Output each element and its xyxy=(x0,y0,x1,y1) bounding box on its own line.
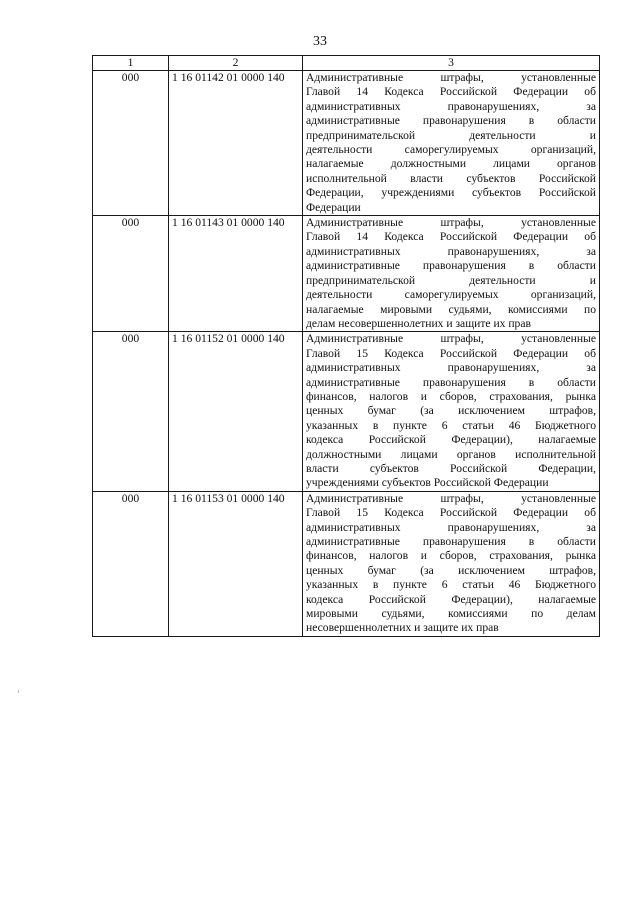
description-line: указанных в пункте 6 статьи 46 Бюджетного xyxy=(306,418,596,432)
table-row xyxy=(93,216,600,332)
description-line: налагаемые мировыми судьями, комиссиями по xyxy=(306,302,596,316)
description-line: Главой 14 Кодекса Российской Федерации об xyxy=(306,230,596,244)
description-line: административные правонарушения в области xyxy=(306,535,596,548)
description-line: налагаемые должностными лицами органов xyxy=(306,157,596,171)
table-header-row xyxy=(93,56,600,71)
cell-revenue-code: 1 16 01142 01 0000 140 xyxy=(169,71,303,216)
cell-budget-admin-code: 000 xyxy=(93,216,169,332)
description-line: Административные штрафы, установленные xyxy=(306,332,596,346)
description-line: несовершеннолетних и защите их прав xyxy=(306,621,499,635)
budget-code-table xyxy=(92,55,600,637)
description-line: Главой 15 Кодекса Российской Федерации об xyxy=(306,346,596,360)
description-line: Федерации, учреждениями субъектов Российской xyxy=(306,186,596,200)
description-line: должностными лицами органов исполнительной xyxy=(306,447,596,461)
description-line: финансов, налогов и сборов, страхования, рынка xyxy=(306,549,596,563)
description-line: Административные штрафы, установленные xyxy=(306,216,596,230)
header-col-2: 2 xyxy=(169,56,303,71)
description-line: предпринимательской деятельности и xyxy=(306,128,596,142)
cell-description xyxy=(303,216,600,332)
cell-revenue-code: 1 16 01153 01 0000 140 xyxy=(169,491,303,636)
description-line: указанных в пункте 6 статьи 46 Бюджетного xyxy=(306,578,596,592)
margin-mark xyxy=(18,690,19,693)
description-line: кодекса Российской Федерации), налагаемые xyxy=(306,433,596,447)
description-line: Федерации xyxy=(306,200,361,214)
table-body xyxy=(93,71,600,637)
cell-budget-admin-code: 000 xyxy=(93,332,169,491)
description-line: Главой 14 Кодекса Российской Федерации об xyxy=(306,85,596,99)
cell-budget-admin-code: 000 xyxy=(93,71,169,216)
description-line: административные правонарушения в области xyxy=(306,375,596,389)
description-line: учреждениями субъектов Российской Федерации xyxy=(306,476,549,490)
description-line: Главой 15 Кодекса Российской Федерации об xyxy=(306,506,596,520)
description-line: делам несовершеннолетних и защите их прав xyxy=(306,316,531,330)
description-line: деятельности саморегулируемых организаций, xyxy=(306,288,596,302)
description-line: Административные штрафы, установленные xyxy=(306,71,596,84)
cell-revenue-code: 1 16 01143 01 0000 140 xyxy=(169,216,303,332)
description-line: исполнительной власти субъектов Российской xyxy=(306,171,596,185)
description-line: административных правонарушениях, за xyxy=(306,99,596,113)
header-col-1: 1 xyxy=(93,56,169,71)
description-line: административные правонарушения в области xyxy=(306,114,596,128)
description-line: Административные штрафы, установленные xyxy=(306,491,596,505)
description-line: финансов, налогов и сборов, страхования, рынка xyxy=(306,389,596,403)
cell-revenue-code: 1 16 01152 01 0000 140 xyxy=(169,332,303,491)
description-line: административных правонарушениях, за xyxy=(306,244,596,258)
description-line: мировыми судьями, комиссиями по делам xyxy=(306,607,596,621)
description-line: власти субъектов Российской Федерации, xyxy=(306,461,596,475)
description-line: административных правонарушениях, за xyxy=(306,520,596,534)
description-line: кодекса Российской Федерации), налагаемые xyxy=(306,592,596,606)
description-line: ценных бумаг (за исключением штрафов, xyxy=(306,404,596,418)
description-line: административные правонарушения в области xyxy=(306,259,596,273)
description-line: ценных бумаг (за исключением штрафов, xyxy=(306,563,596,577)
header-col-3: 3 xyxy=(303,56,600,71)
table-row xyxy=(93,491,600,636)
description-line: административных правонарушениях, за xyxy=(306,361,596,375)
description-line: деятельности саморегулируемых организаций, xyxy=(306,143,596,157)
cell-description xyxy=(303,71,600,216)
cell-description xyxy=(303,332,600,491)
cell-budget-admin-code: 000 xyxy=(93,491,169,636)
table-row xyxy=(93,332,600,491)
cell-description xyxy=(303,491,600,636)
page-number: 33 xyxy=(313,34,327,49)
description-line: предпринимательской деятельности и xyxy=(306,273,596,287)
table-row xyxy=(93,71,600,216)
